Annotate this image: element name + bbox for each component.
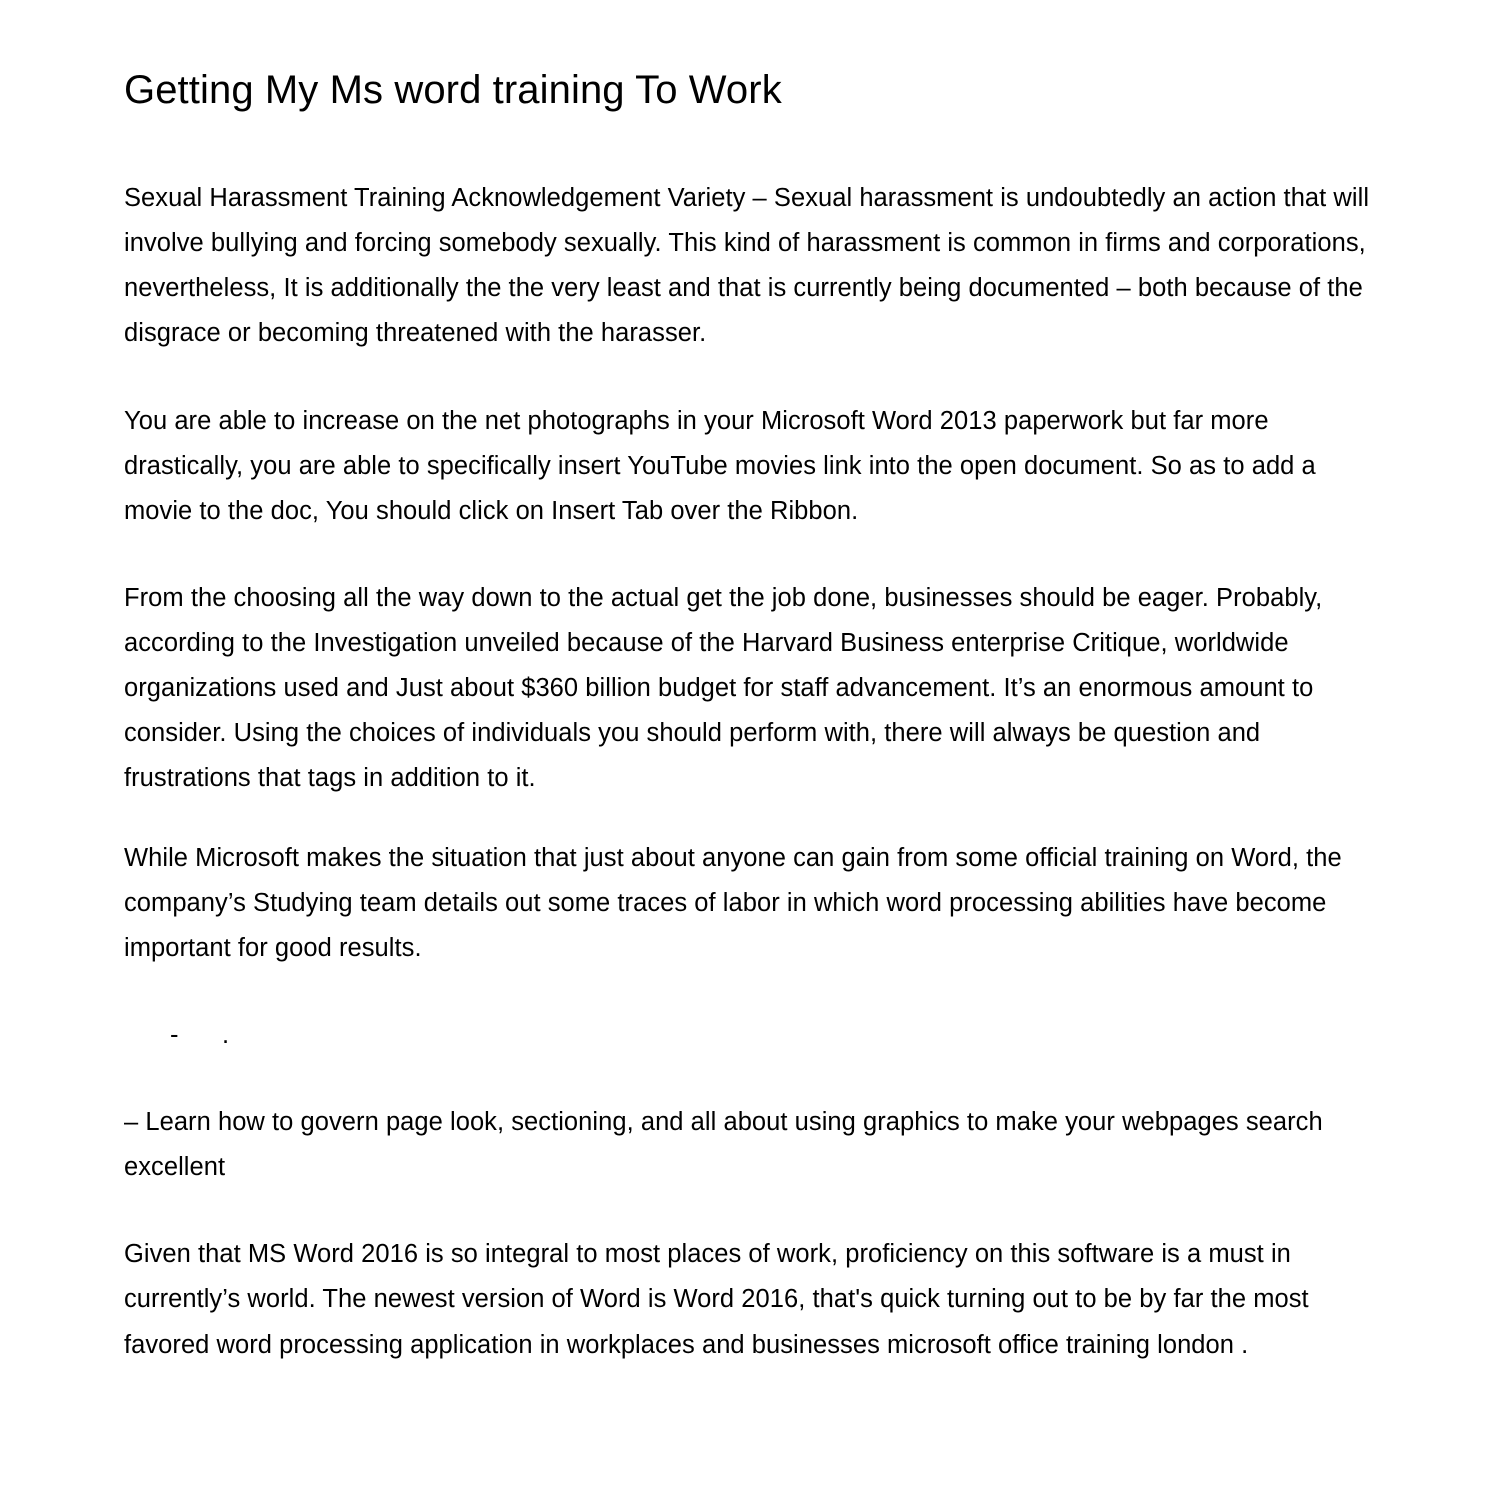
spacer [124, 1058, 1378, 1100]
bullet-item-text: . [222, 1020, 230, 1049]
spacer [124, 1190, 1378, 1232]
paragraph-3: From the choosing all the way down to the actual get the job done, businesses should be eager. Probably, according to the Investigation unveiled because of the Harvard Business enterprise Critique, worldwide organizations used and Just about $360 billion budget for staff advancement. It’s an enormous amount to consider. Using the choices of individuals you should perform with, there will always be question and frustrations that tags in addition to it. [124, 583, 1323, 793]
spacer [124, 971, 1378, 1013]
spacer [124, 357, 1378, 399]
spacer [124, 802, 1378, 836]
paragraph-5: – Learn how to govern page look, sectioning, and all about using graphics to make your webpages search excellent [124, 1108, 1323, 1182]
bullet-dash-marker: - [170, 1020, 179, 1049]
list-item [124, 1013, 1378, 1058]
paragraph-1: Sexual Harassment Training Acknowledgement Variety – Sexual harassment is undoubtedly an action that will involve bullying and forcing somebody sexually. This kind of harassment is common in firms and corporations, nevertheless, It is additionally the the very least and that is currently being documented – both because of the disgrace or becoming threatened with the harasser. [124, 184, 1370, 348]
spacer [124, 114, 1378, 176]
paragraph-6: Given that MS Word 2016 is so integral to most places of work, proficiency on this software is a must in currently’s world. The newest version of Word is Word 2016, that's quick turning out to be by far the most favored word processing application in workplaces and businesses microsoft office training london . [124, 1240, 1309, 1359]
paragraph-4: While Microsoft makes the situation that just about anyone can gain from some official training on Word, the company’s Studying team details out some traces of labor in which word processing abilities have become important for good results. [124, 843, 1342, 962]
page-title: Getting My Ms word training To Work [124, 68, 782, 112]
spacer [124, 534, 1378, 576]
paragraph-2: You are able to increase on the net photographs in your Microsoft Word 2013 paperwork but far more drastically, you are able to specifically insert YouTube movies link into the open document. So as to add a movie to the doc, You should click on Insert Tab over the Ribbon. [124, 406, 1316, 525]
